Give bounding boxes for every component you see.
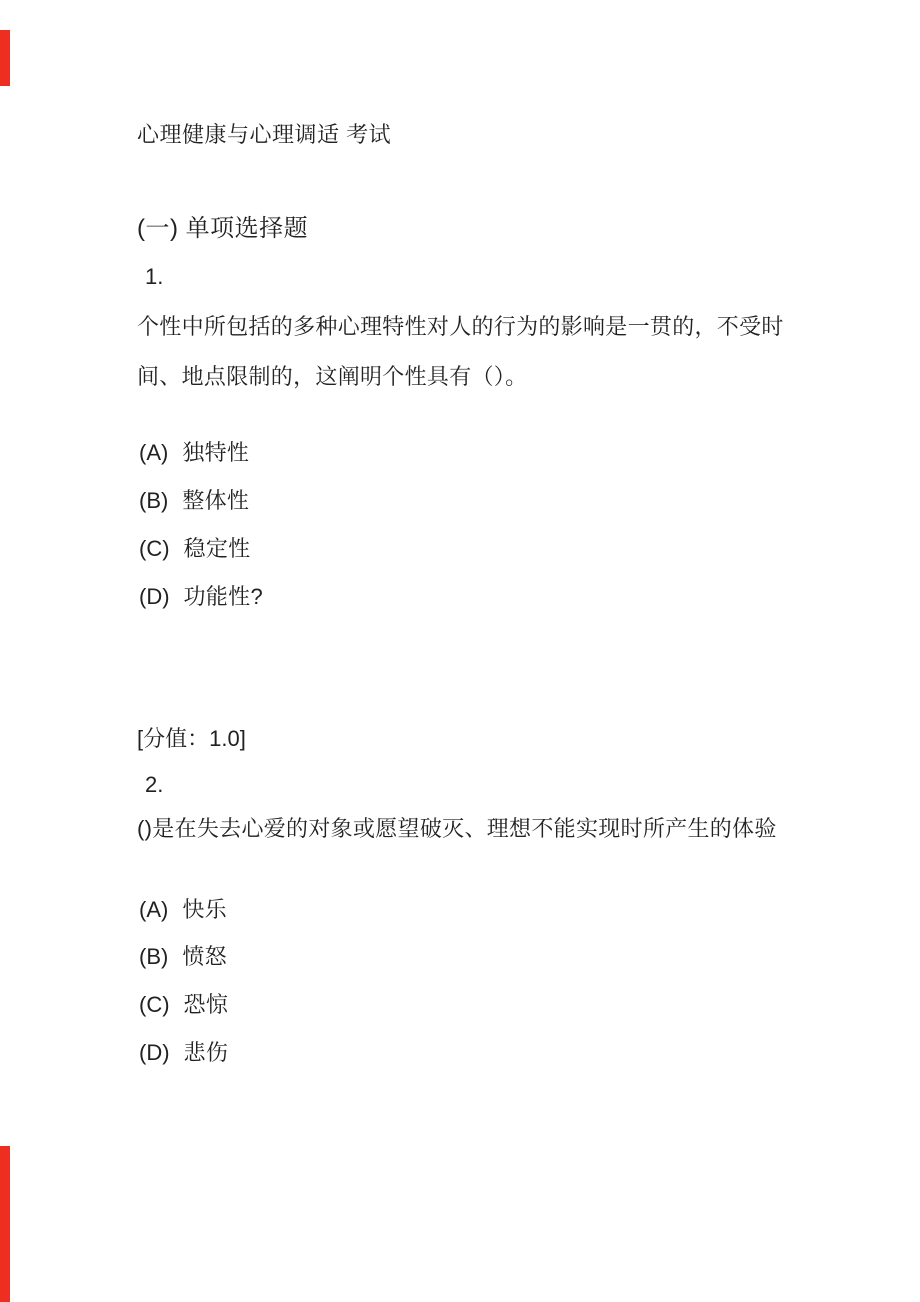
question-2-option-b: [139, 940, 227, 971]
question-2-option-c: [139, 988, 228, 1019]
question-number-1: 1.: [145, 264, 164, 289]
doc-title: 心理健康与心理调适 考试: [137, 122, 392, 147]
option-letter: (C): [139, 536, 170, 561]
option-text: 悲伤: [183, 1040, 229, 1065]
option-text: 愤怒: [182, 944, 227, 969]
question-number-2: 2.: [145, 772, 164, 797]
question-2-option-a: [139, 893, 227, 924]
option-letter: (D): [139, 1040, 170, 1065]
option-letter: (B): [139, 944, 169, 969]
question-2-option-d: [139, 1036, 228, 1067]
option-letter: (C): [139, 992, 170, 1017]
option-text: 快乐: [182, 897, 227, 922]
option-text: 恐惊: [183, 992, 229, 1017]
option-text: 独特性: [182, 440, 250, 465]
red-margin-bar-top: [0, 30, 10, 86]
question-1-option-c: [139, 532, 250, 563]
question-1-text-line: 个性中所包括的多种心理特性对人的行为的影响是一贯的，不受时: [137, 314, 784, 339]
option-text: 稳定性: [183, 536, 251, 561]
option-letter: (D): [139, 584, 170, 609]
question-1-option-b: [139, 484, 249, 515]
option-letter: (A): [139, 440, 169, 465]
question-2-text-line: ()是在失去心爱的对象或愿望破灭、理想不能实现时所产生的体验: [137, 816, 777, 841]
question-1-score-label: [分值：1.0]: [137, 726, 246, 751]
option-text: 功能性?: [183, 584, 263, 609]
option-text: 整体性: [182, 488, 250, 513]
option-letter: (A): [139, 897, 169, 922]
question-1-option-a: [139, 436, 249, 467]
red-margin-bar-bottom: [0, 1146, 10, 1302]
section-heading: (一) 单项选择题: [137, 215, 309, 242]
question-1-text-line: 间、地点限制的，这阐明个性具有（）。: [137, 364, 528, 389]
option-letter: (B): [139, 488, 169, 513]
question-1-option-d: [139, 580, 263, 611]
